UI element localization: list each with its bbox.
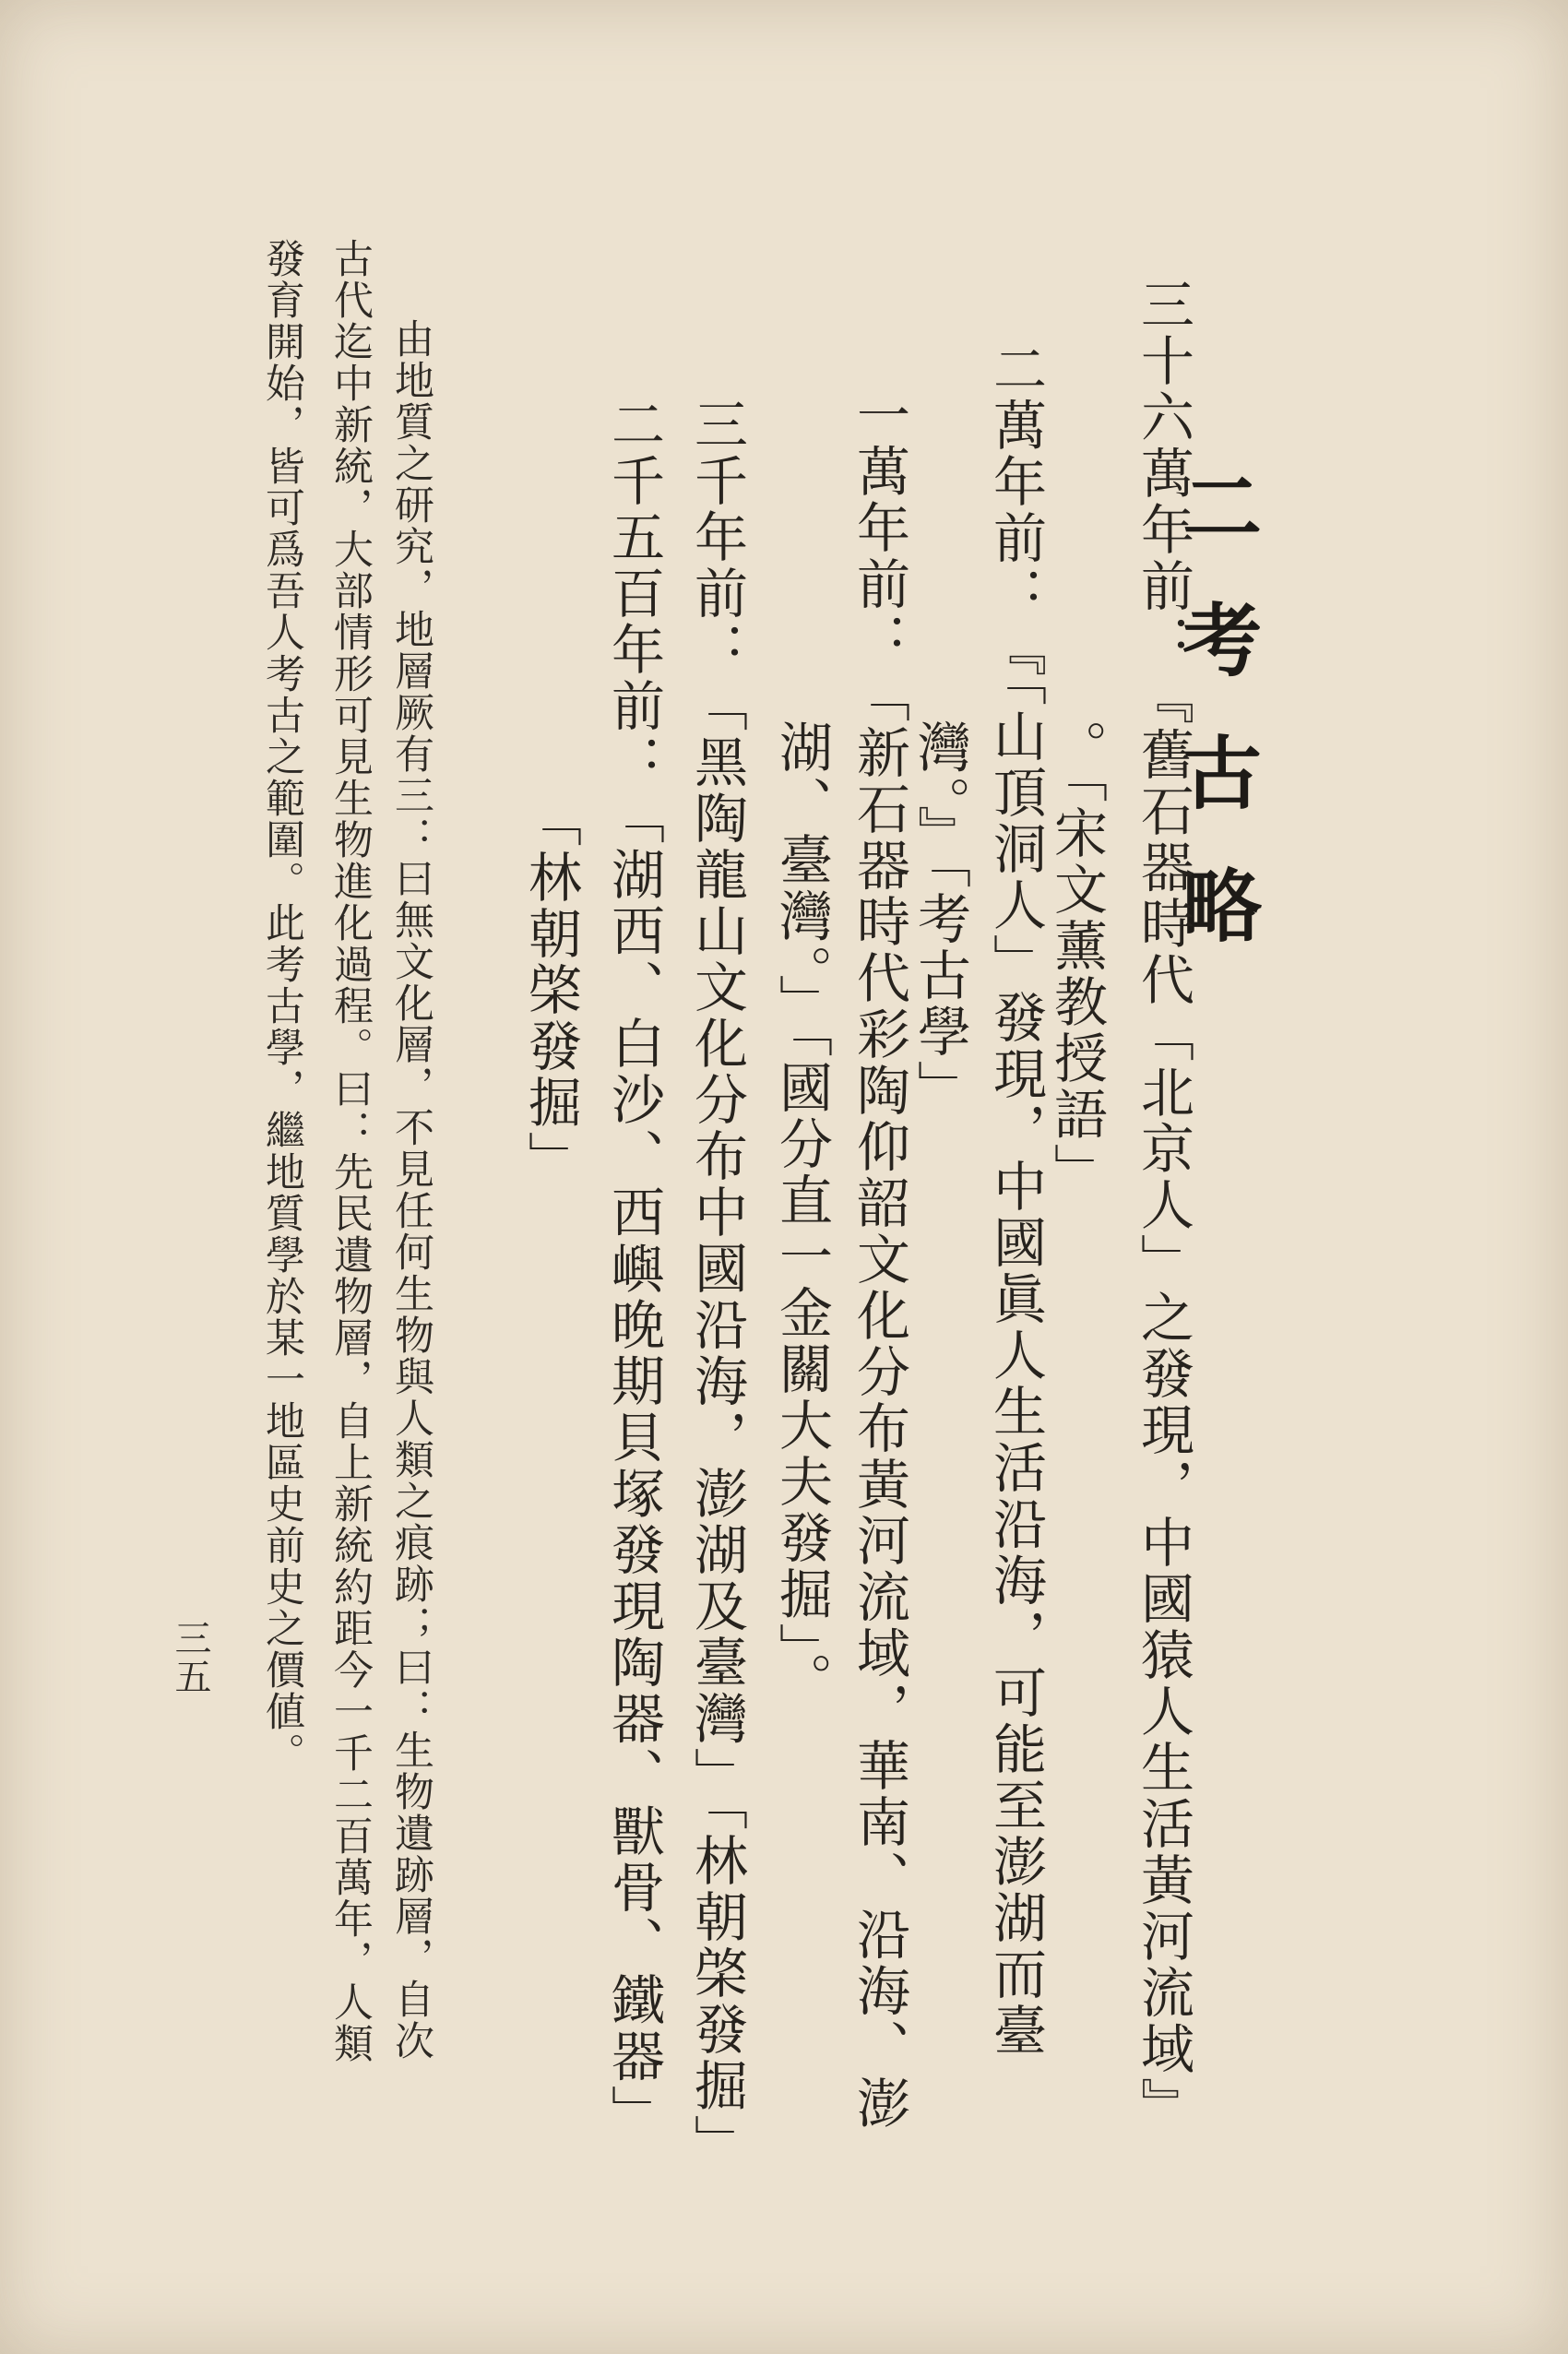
page-number: 三五 [169, 1619, 211, 1696]
entry-line: 二萬年前：『「山頂洞人」發現，中國眞人生活沿海，可能至澎湖而臺 [984, 341, 1047, 2059]
entry-line: 湖、臺灣。」「國分直一金關大夫發掘」。 [770, 719, 833, 1708]
entry-line: 三千年前：「黑陶龍山文化分布中國沿海，澎湖及臺灣」「林朝棨發掘」 [685, 397, 748, 2170]
paragraph-line: 由地質之研究，地層厥有三：曰無文化層，不見任何生物與人類之痕跡；曰：生物遺跡層，自次 [388, 318, 434, 2062]
entry-line: 一萬年前：「新石器時代彩陶仰韶文化分布黃河流域，華南、沿海、澎 [848, 387, 910, 2132]
paragraph-line: 古代迄中新統，大部情形可見生物進化過程。曰：先民遺物層，自上新統約距今一千二百萬年，人類 [327, 238, 374, 2064]
entry-line: 「林朝棨發掘」 [519, 793, 582, 1187]
paragraph-line: 發育開始，皆可爲吾人考古之範圍。此考古學，繼地質學於某一地區史前史之價値。 [259, 238, 305, 1774]
entry-line: 灣。』「考古學」 [909, 719, 971, 1116]
entry-line: 二千五百年前：「湖西、白沙、西嶼晚期貝塚發現陶器、獸骨、鐵器」 [602, 397, 665, 2141]
chapter-title: 二考古略 [1169, 466, 1262, 997]
entry-line: 三十六萬年前：『舊石器時代「北京人」之發現，中國猿人生活黃河流域』 [1132, 277, 1194, 2134]
entry-line: 。「宋文薰教授語」 [1045, 719, 1108, 1199]
